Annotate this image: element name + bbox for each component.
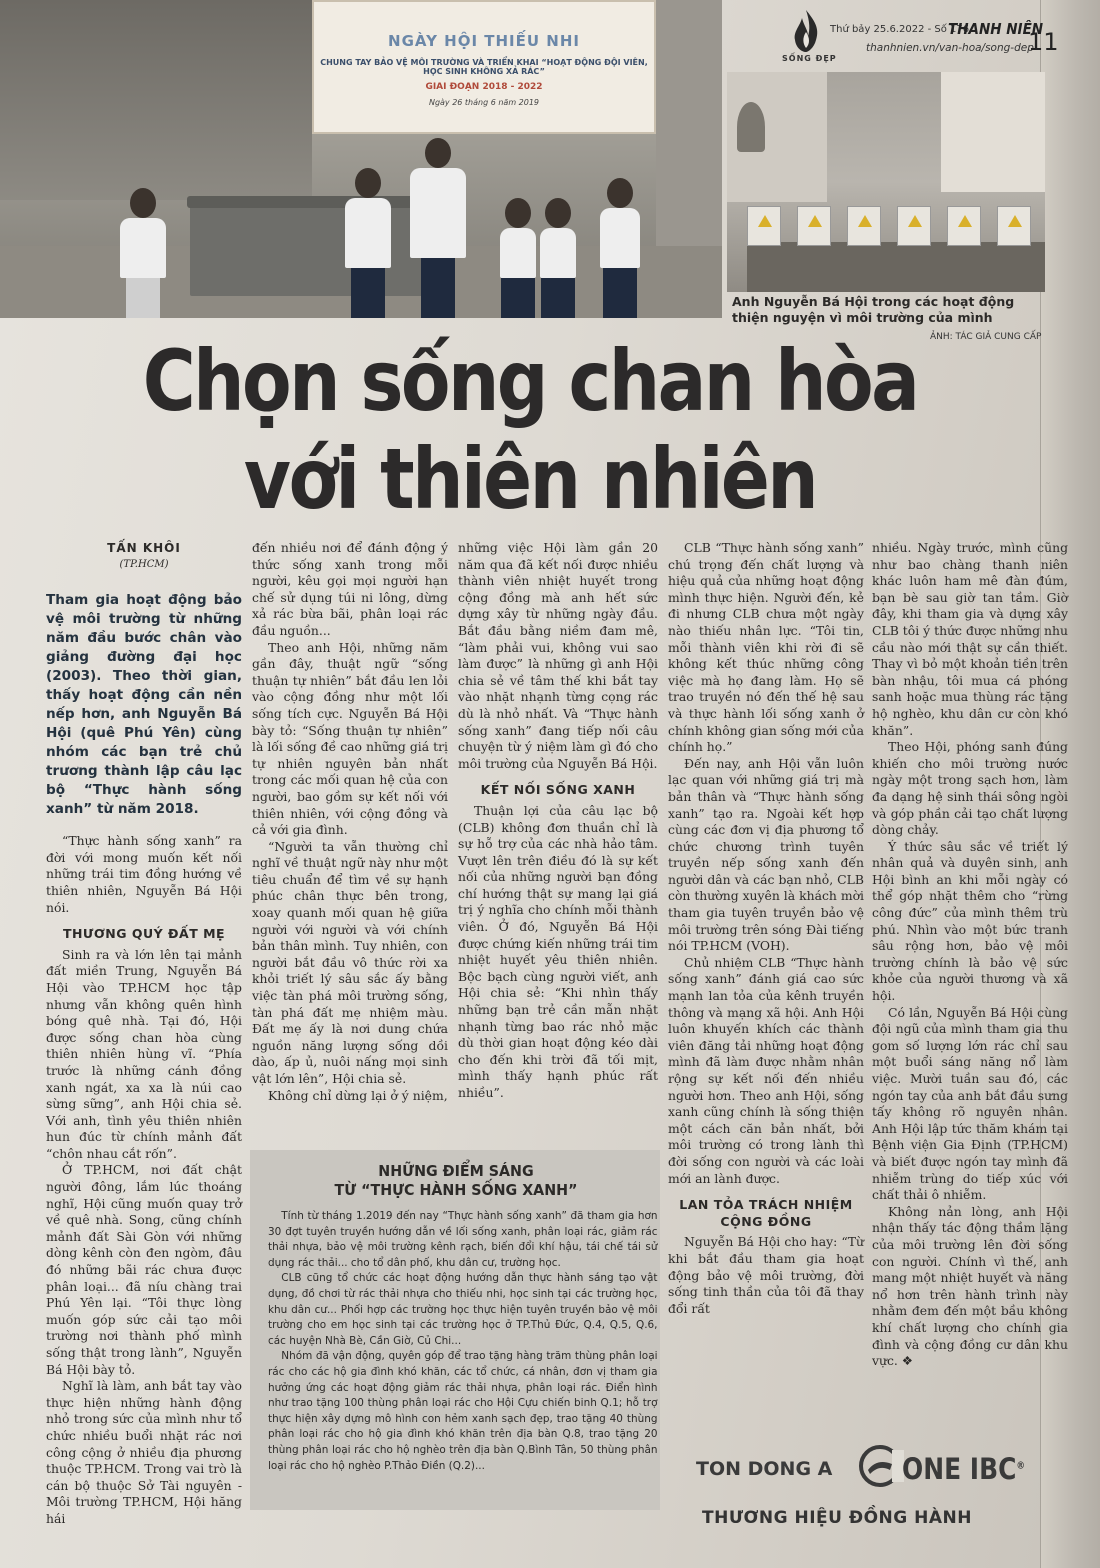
- sponsor-one-ibc-name: ONE IBC: [902, 1452, 1017, 1486]
- sponsor-one-ibc: [902, 1452, 1025, 1486]
- child-figure: [120, 188, 166, 318]
- issue-date: Thứ bảy 25.6.2022 - Số 176: [830, 24, 970, 35]
- paragraph: Nghĩ là làm, anh bắt tay vào thực hiện những hành động nhỏ trong sức của mình như tổ chức nhiều buổi nhặt rác nơi công cộng ở nhiều địa phương thuộc TP.HCM. Trong vai trò là cán bộ thuộc Sở Tài nguyên - Môi trường TP.HCM, Hội hăng hái: [46, 1378, 242, 1526]
- subheading: KẾT NỐI SỐNG XANH: [480, 782, 636, 798]
- volunteer-photo: [727, 72, 1045, 292]
- spotlight-paragraph: Nhóm đã vận động, quyên góp để trao tặng hàng trăm thùng phân loại rác cho các hộ gia đình khó khăn, các tổ chức, cá nhân, đơn vị tham gia hưởng ứng các hoạt động giảm rác thải nhựa, phân loại rác. Điển hình như trao tặng 100 thùng phân loại rác cho Hội Cựu chiến binh Q.1; hỗ trợ thực hiện xây dựng mô hình con hẻm xanh sạch đẹp, trao tặng 40 thùng phân loại rác cho hộ gia đình khó khăn trên địa bàn Q.8, trao tặng 20 thùng phân loại rác cho hộ nghèo trên địa bàn Q.Bình Tân, 50 thùng phân loại rác cho hộ nghèo P.Thảo Điền (Q.2)...: [268, 1349, 658, 1472]
- banner-date: Ngày 26 tháng 6 năm 2019: [428, 98, 540, 107]
- paragraph: “Thực hành sống xanh” ra đời với mong muốn kết nối những trái tim đồng hướng về thiên nhiên, Nguyễn Bá Hội nói.: [46, 833, 242, 915]
- donation-bin: [747, 206, 781, 246]
- bust-statue: [737, 102, 765, 152]
- paragraph: Có lần, Nguyễn Bá Hội cùng đội ngũ của mình tham gia thu gom số lượng lớn rác chỉ sau một buổi sáng năng nổ làm việc. Mười tuần sau đó, các ngón tay của anh bắt đầu sưng tấy không rõ nguyên nhân. Anh Hội lập tức thăm khám tại Bệnh viện Gia Định (TP.HCM) và biết được ngón tay mình đã nhiễm trùng do tiếp xúc với chất thải ô nhiễm.: [872, 1004, 1068, 1203]
- spotlight-title-line-1: NHỮNG ĐIỂM SÁNG: [378, 1162, 534, 1180]
- sponsor-tagline: THƯƠNG HIỆU ĐỒNG HÀNH: [702, 1508, 972, 1528]
- donation-bin: [897, 206, 931, 246]
- photo-background-board: [941, 72, 1045, 192]
- donation-bin: [997, 206, 1031, 246]
- newspaper-brand: THANH NIÊN: [948, 20, 1044, 38]
- paragraph: Không nản lòng, anh Hội nhận thấy tác động thầm lặng của môi trường lên đời sống con người. Chính vì thế, anh mang một nhiệt huyết và năng nổ hơn trên hành trình này nhằm đem đến một bầu không khí chất lượng cho chính gia đình và cộng đồng cư dân khu vực. ❖: [872, 1203, 1068, 1369]
- paragraph: Ở TP.HCM, nơi đất chật người đông, lắm lúc thoáng nghĩ, Hội cũng muốn quay trở về quê nhà. Song, cũng chính mảnh đất Sài Gòn với những dòng kênh còn đen ngòm, đâu đó những bãi rác chưa được phân loại... đã níu chàng trai Phú Yên lại. “Tôi thực lòng muốn góp sức cải tạo môi trường nơi thành phố mình sống thật trong lành”, Nguyễn Bá Hội bày tỏ.: [46, 1162, 242, 1377]
- article-lead: Tham gia hoạt động bảo vệ môi trường từ những năm đầu bước chân vào giảng đường đại học (2003). Theo thời gian, thấy hoạt động cần nền nếp hơn, anh Nguyễn Bá Hội (quê Phú Yên) cùng nhóm các bạn trẻ chủ trương thành lập câu lạc bộ “Thực hành sống xanh” từ năm 2018.: [46, 592, 242, 818]
- donation-bin: [797, 206, 831, 246]
- child-figure: [500, 198, 536, 318]
- paragraph: nhiều. Ngày trước, mình cũng như bao chàng thanh niên khác luôn ham mê đàn đúm, bạn bè sau giờ tan tầm. Giờ đây, khi tham gia và dựng xây CLB tôi ý thức được những nhu cầu nào mới thật sự cần thiết. Thay vì bỏ một khoản tiền trên bàn nhậu, tôi mua cá phóng sanh hoặc mua thùng rác tặng hộ nghèo, khu dân cư còn khó khăn”.: [872, 540, 1068, 738]
- sponsor-block: [680, 1416, 1060, 1556]
- paragraph: Đến nay, anh Hội vẫn luôn lạc quan với những giá trị mà bản thân và “Thực hành sống xanh” tạo ra. Ngoài kết hợp cùng các đơn vị địa phương tổ chức chương trình tuyên truyền nếp sống xanh đến người dân và các bạn nhỏ, CLB còn thường xuyên là khách mời tham gia tuyên truyền bảo vệ môi trường trên sóng Đài tiếng nói TP.HCM (VOH).: [668, 755, 864, 954]
- photo-background-shelter: [0, 0, 312, 200]
- author-byline: TẤN KHÔI: [107, 541, 181, 555]
- paragraph: Theo Hội, phóng sanh đúng khiến cho môi trường nước ngày một trong sạch hơn, làm đa dạng hệ sinh thái sông ngòi và góp phần cải tạo chất lượng dòng chảy.: [872, 739, 1068, 838]
- donation-bin: [947, 206, 981, 246]
- event-banner: [312, 0, 656, 134]
- article-column-3: [458, 540, 658, 1102]
- subheading: THƯƠNG QUÝ ĐẤT MẸ: [62, 926, 226, 942]
- page-number: 11: [1028, 28, 1059, 56]
- article-column-5: [872, 540, 1068, 1370]
- sponsor-ton-dong-a: TON DONG A: [696, 1458, 833, 1480]
- photo-credit: ẢNH: TÁC GIẢ CUNG CẤP: [930, 332, 1042, 342]
- author-location: (TP.HCM): [119, 558, 169, 570]
- section-logo: SỐNG ĐẸP: [782, 54, 837, 63]
- paragraph: đến nhiều nơi để đánh động ý thức sống xanh trong mỗi người, kêu gọi mọi người hạn chế sử dụng túi ni lông, dừng xả rác bừa bãi, phân loại rác đầu nguồn...: [252, 540, 448, 638]
- paragraph: Sinh ra và lớn lên tại mảnh đất miền Trung, Nguyễn Bá Hội vào TP.HCM học tập nhưng vẫn không quên hình bóng quê nhà. Tại đó, Hội được sống chan hòa cùng thiên nhiên hùng vĩ. “Phía trước là những cánh đồng xanh ngát, xa xa là núi cao sừng sững”, anh Hội chia sẻ. Với anh, tình yêu thiên nhiên hun đúc từ chính mảnh đất “chôn nhau cắt rốn”.: [46, 946, 242, 1161]
- spotlight-paragraph: CLB cũng tổ chức các hoạt động hướng dẫn thực hành sáng tạo vật dụng, đồ chơi từ rác thải nhựa cho thiếu nhi, học sinh tại các trường học, khu dân cư... Phối hợp các trường học thực hiện tuyên truyền bảo vệ môi trường cho em học sinh tại các trường học ở TP.Thủ Đức, Q.4, Q.5, Q.6, các huyện Nhà Bè, Cần Giờ, Củ Chi...: [268, 1271, 658, 1347]
- photo-floor: [747, 242, 1045, 292]
- article-column-2: [252, 540, 448, 1104]
- paragraph: “Người ta vẫn thường chỉ nghĩ về thuật ngữ này như một tiêu chuẩn để tìm về sự hạnh phúc chân thực bên trong, xoay quanh mối quan hệ giữa người với người và với chính bản thân mình. Tuy nhiên, con người bắt đầu vô thức rời xa khỏi triết lý sâu sắc ấy bằng việc tàn phá môi trường sống, tàn phá đất mẹ nhiệm màu. Đất mẹ ấy là nơi dung chứa nguồn năng lượng sống dồi dào, ấp ủ, nuôi nấng mọi sinh vật lớn lên”, Hội chia sẻ.: [252, 838, 448, 1086]
- paragraph: Theo anh Hội, những năm gần đây, thuật ngữ “sống thuận tự nhiên” bắt đầu len lỏi vào cộng đồng như một lối sống tích cực. Nguyễn Bá Hội bày tỏ: “Sống thuận tự nhiên” là lối sống đề cao những giá trị tự nhiên nguyên bản nhất trong các mối quan hệ của con người, bao gồm sự kết nối với thiên nhiên, với cộng đồng và cả với gia đình.: [252, 639, 448, 838]
- paragraph: Không chỉ dừng lại ở ý niệm,: [268, 1087, 448, 1103]
- spotlight-box: [250, 1150, 660, 1510]
- paragraph: Chủ nhiệm CLB “Thực hành sống xanh” đánh giá cao sức mạnh lan tỏa của kênh truyền thông và mạng xã hội. Anh Hội luôn khuyến khích các thành viên đăng tải những hoạt động mình đã làm được nhằm nhân rộng sự kết nối đến nhiều người hơn. Theo anh Hội, sống xanh cũng chính là sống thiện một cách căn bản nhất, bởi môi trường có trong lành thì đời sống con người và các loài mới an lành được.: [668, 954, 864, 1186]
- paragraph: Thuận lợi của câu lạc bộ (CLB) không đơn thuần chỉ là sự hỗ trợ của các nhà hảo tâm. Vượt lên trên điều đó là sự kết nối của những người bạn đồng chí hướng thật sự mang lại giá trị ý nghĩa cho chính mỗi thành viên. Ở đó, Nguyễn Bá Hội được chứng kiến những trái tim nhiệt huyết yêu thiên nhiên. Bộc bạch cùng người viết, anh Hội chia sẻ: “Khi nhìn thấy những bạn trẻ cần mẫn nhặt nhạnh từng bao rác nhỏ mặc dù thời gian hoạt động kéo dài cho đến khi trời đã tối mịt, mình thấy hạnh phúc rất nhiều”.: [458, 802, 658, 1100]
- page-header: [778, 2, 1058, 68]
- child-figure: [600, 178, 640, 318]
- banner-period: GIAI ĐOẠN 2018 - 2022: [425, 82, 543, 92]
- subheading: LAN TỎA TRÁCH NHIỆM CỘNG ĐỒNG: [679, 1197, 853, 1229]
- one-ibc-logo-icon: [856, 1444, 906, 1488]
- trash-bin: [190, 204, 258, 296]
- section-url: thanhnien.vn/van-hoa/song-dep: [866, 42, 1034, 54]
- spotlight-paragraph: Tính từ tháng 1.2019 đến nay “Thực hành sống xanh” đã tham gia hơn 30 đợt tuyên truyền hướng dẫn về lối sống xanh, phân loại rác, giảm rác thải nhựa, bảo vệ môi trường kênh rạch, biến đổi khí hậu, tái chế tái sử dụng rác thải... cho tổ dân phố, khu dân cư, trường học.: [268, 1209, 658, 1269]
- headline-line-1: Chọn sống chan hòa: [142, 332, 918, 430]
- paragraph: Ý thức sâu sắc về triết lý nhân quả và duyên sinh, anh Hội bình an khi mỗi ngày có thể góp nhặt thêm cho “rừng công đức” của mình thêm trù phú. Nhìn vào một bức tranh sâu rộng hơn, bảo vệ môi trường chính là bảo vệ sức khỏe của người thương và xã hội.: [872, 838, 1068, 1004]
- paragraph: CLB “Thực hành sống xanh” chú trọng đến chất lượng và hiệu quả của những hoạt động mình thực hiện. Người đến, kẻ đi nhưng CLB chưa một ngày nào thiếu nhân lực. “Tôi tin, mỗi thành viên khi rời đi sẽ không kết thúc những công việc mà họ đang làm. Họ sẽ trao truyền nó đến thế hệ sau và thực hành lối sống xanh ở chính không gian sống mới của chính họ.”: [668, 540, 864, 755]
- headline-line-2: với thiên nhiên: [243, 430, 817, 528]
- registered-mark: ®: [1016, 1460, 1025, 1472]
- banner-subtitle: CHUNG TAY BẢO VỆ MÔI TRƯỜNG VÀ TRIỂN KHAI “HOẠT ĐỘNG ĐỘI VIÊN, HỌC SINH KHÔNG XẢ RÁC”: [320, 58, 648, 76]
- paragraph: Nguyễn Bá Hội cho hay: “Từ khi bắt đầu tham gia hoạt động bảo vệ môi trường, đời sống tinh thần của tôi đã thay đổi rất: [668, 1234, 864, 1316]
- article-column-4: [668, 540, 864, 1317]
- banner-title: NGÀY HỘI THIẾU NHI: [388, 32, 580, 50]
- donation-bin: [847, 206, 881, 246]
- child-figure: [540, 198, 576, 318]
- song-dep-flame-icon: [786, 8, 826, 54]
- event-photo: [0, 0, 722, 318]
- paragraph: những việc Hội làm gần 20 năm qua đã kết nối được nhiều thành viên nhiệt huyết trong cộng đồng mà anh hết sức dựng xây từ những ngày đầu. Bắt đầu bằng niềm đam mê, “làm phải vui, không vui sao làm được” là những gì anh Hội chia sẻ về tâm thế khi bắt tay vào nhặt nhạnh từng cọng rác dù là nhỏ nhất. Và “Thực hành sống xanh” đang tiếp nối câu chuyện từ ý niệm làm gì đó cho môi trường của Nguyễn Bá Hội.: [458, 540, 658, 771]
- photo-caption: Anh Nguyễn Bá Hội trong các hoạt động thiện nguyện vì môi trường của mình: [732, 294, 1015, 325]
- trash-bin: [250, 204, 318, 296]
- spotlight-title-line-2: TỪ “THỰC HÀNH SỐNG XANH”: [334, 1181, 578, 1199]
- person-figure: [345, 168, 391, 318]
- article-column-1: [46, 540, 242, 1528]
- speaker-figure: [410, 138, 466, 318]
